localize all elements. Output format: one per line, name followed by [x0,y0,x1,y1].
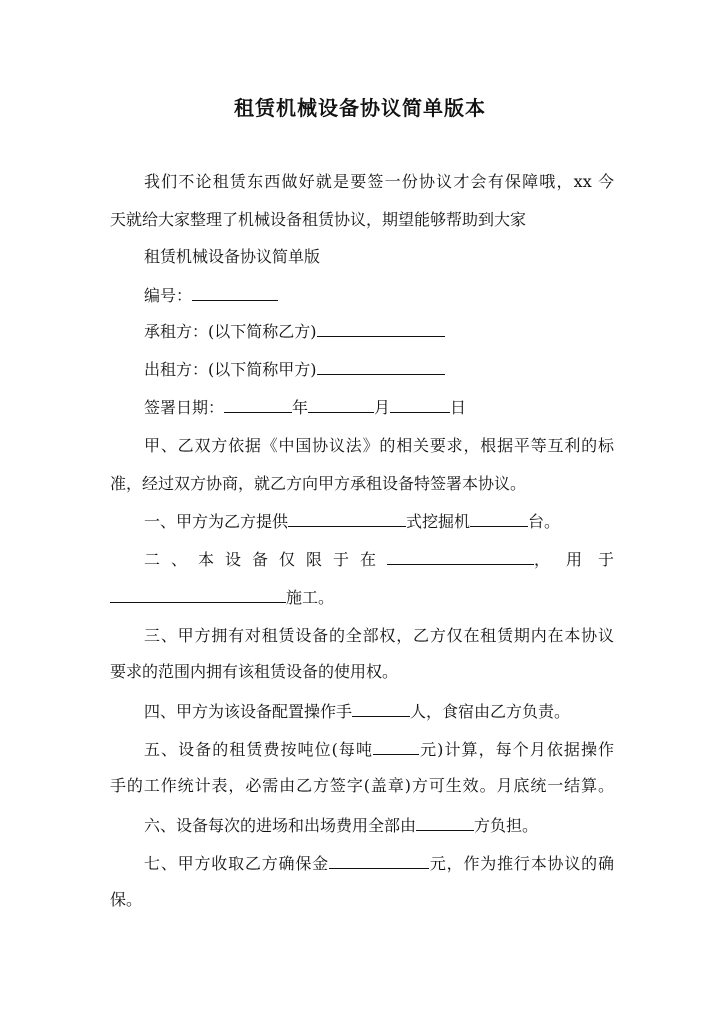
day-blank [390,398,450,413]
clause-2-line-2 [110,588,614,608]
sign-date-label: 签署日期： [144,398,225,417]
clause-1-type-blank [288,512,406,527]
clause-5-part-a: 五、设备的租赁费按吨位(每吨 [144,740,374,759]
clause-4-part-a: 四、甲方为该设备配置操作手 [144,702,353,721]
clause-2-line-1 [144,550,630,570]
clause-4-part-b: 人，食宿由乙方负责。 [410,702,571,721]
clause-2-location-blank [387,550,534,565]
clause-5-price-blank [373,740,419,755]
lessee-blank [317,322,445,337]
lessor-row [144,360,614,380]
clause-7-deposit-blank [329,854,429,869]
clause-4 [144,702,614,722]
preamble-line-2: 准，经过双方协商，就乙方向甲方承租设备特签署本协议。 [110,474,527,493]
clause-7-line-2: 保。 [110,890,143,909]
clause-3-line-1: 三、甲方拥有对租赁设备的全部权，乙方仅在租赁期内在本协议 [144,626,614,645]
intro-line-1: 我们不论租赁东西做好就是要签一份协议才会有保障哦，xx 今 [144,172,614,191]
clause-2-part-c: 施工。 [286,588,335,607]
clause-2-part-a: 二、本设备仅限于在 [144,550,388,569]
sign-date-row [144,398,614,418]
clause-6-party-blank [416,816,474,831]
lessor-blank [317,360,445,375]
month-label: 月 [374,398,391,417]
clause-1 [144,512,614,532]
lessee-label: 承租方：(以下简称乙方) [144,322,317,341]
number-row [144,286,614,306]
clause-7-part-a: 七、甲方收取乙方确保金 [144,854,329,873]
clause-5-part-b: 元)计算，每个月依据操作 [419,740,614,759]
lessee-row [144,322,614,342]
clause-2-use-blank [110,588,286,603]
document-title: 租赁机械设备协议简单版本 [234,96,486,120]
lessor-label: 出租方：(以下简称甲方) [144,360,317,379]
clause-1-count-blank [470,512,528,527]
intro-line-2: 天就给大家整理了机械设备租赁协议，期望能够帮助到大家 [110,210,527,229]
clause-4-operator-blank [352,702,410,717]
clause-6-part-b: 方负担。 [474,816,539,835]
number-label: 编号： [144,286,193,305]
number-blank [192,286,278,301]
year-label: 年 [292,398,309,417]
clause-3-line-2: 要求的范围内拥有该租赁设备的使用权。 [110,662,399,681]
clause-1-part-a: 一、甲方为乙方提供 [144,512,289,531]
subtitle: 租赁机械设备协议简单版 [144,247,321,266]
day-label: 日 [450,398,467,417]
clause-1-part-c: 台。 [528,512,561,531]
year-blank [224,398,292,413]
clause-5-line-1 [144,740,614,760]
month-blank [308,398,374,413]
clause-6-part-a: 六、设备每次的进场和出场费用全部由 [144,816,417,835]
clause-2-part-b: ，用于 [533,550,630,569]
preamble-line-1: 甲、乙双方依据《中国协议法》的相关要求，根据平等互利的标 [144,436,614,455]
clause-5-line-2: 手的工作统计表，必需由乙方签字(盖章)方可生效。月底统一结算。 [110,776,614,795]
clause-6 [144,816,614,836]
clause-1-part-b: 式挖掘机 [406,512,471,531]
clause-7-part-b: 元，作为推行本协议的确 [429,854,614,873]
clause-7-line-1 [144,854,614,874]
